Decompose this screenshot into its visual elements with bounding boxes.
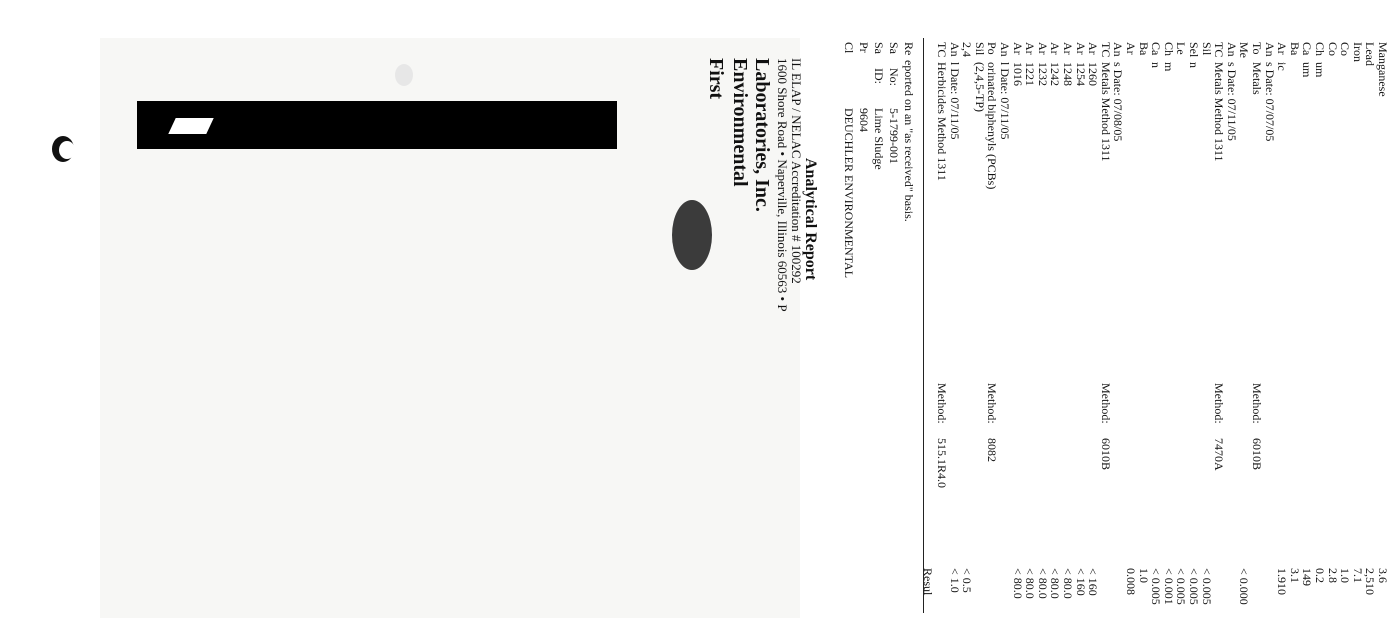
row-label: Ba: [1136, 42, 1151, 56]
row-title: Herbicides Method 1311: [935, 62, 949, 181]
row-label: Ar: [1124, 42, 1138, 55]
row-label: Ba: [1287, 42, 1302, 56]
project-label: Pr: [857, 42, 871, 53]
result-value: < 80.0: [1061, 568, 1075, 599]
result-value: 149: [1300, 568, 1315, 586]
result-value: 3.1: [1287, 568, 1302, 583]
row-label: TC: [935, 42, 949, 58]
report-title: Analytical Report: [802, 158, 819, 281]
row-title: s Date: 07/08/05: [1111, 62, 1126, 142]
accreditation: IL ELAP / NELAC Accreditation # 100292: [789, 58, 804, 284]
project-value: 9604: [857, 108, 871, 132]
method-value: 515.1R4.0: [935, 438, 949, 489]
sample-id-label: ID:: [872, 68, 886, 84]
row-title: 1248: [1061, 62, 1075, 86]
result-value: < 1.0: [947, 568, 962, 593]
row-label: To: [1250, 42, 1264, 55]
row-label: TC: [1212, 42, 1227, 58]
row-title: 1016: [1010, 62, 1025, 86]
row-label: Ch: [1161, 42, 1176, 57]
row-label: Le: [1174, 42, 1189, 55]
row-title: l Date: 07/11/05: [998, 62, 1012, 140]
row-label: An: [1111, 42, 1126, 57]
row-title: 1221: [1023, 62, 1038, 86]
redaction-bar-edge: [600, 101, 614, 149]
scan-margin: [0, 38, 100, 618]
punch-hole: [52, 136, 74, 162]
client-value: DEUCHLER ENVIRONMENTAL: [842, 108, 856, 279]
row-label: Ar: [1073, 42, 1088, 55]
results-header: Resul: [921, 568, 935, 596]
result-value: < 0.001: [1161, 568, 1176, 605]
basis-label: Re: [902, 42, 916, 56]
row-label: An: [998, 42, 1012, 57]
result-value: < 0.005: [1149, 568, 1164, 605]
row-title: 1254: [1073, 62, 1088, 86]
method-value: 6010B: [1098, 438, 1113, 471]
result-value: < 0.005: [1199, 568, 1214, 605]
company-name-line3: Laboratories, Inc.: [751, 58, 773, 212]
row-label: 2,4: [960, 42, 975, 57]
redaction-gap: [168, 118, 213, 134]
result-value: 0.008: [1124, 568, 1138, 595]
result-value: < 80.0: [1023, 568, 1038, 599]
row-label: Iron: [1350, 42, 1365, 62]
result-value: 7.1: [1350, 568, 1365, 583]
company-name: First: [705, 58, 727, 100]
row-title: (2,4,5-TP): [972, 62, 987, 112]
row-label: Ar: [1010, 42, 1025, 55]
row-label: Ar: [1048, 42, 1063, 55]
result-value: < 0.005: [1174, 568, 1189, 605]
row-title: n: [1187, 62, 1201, 68]
row-title: ic: [1275, 62, 1290, 71]
row-label: Co: [1325, 42, 1340, 57]
row-title: 1232: [1035, 62, 1050, 86]
method-value: 8082: [985, 438, 1000, 462]
row-title: um: [1313, 62, 1327, 78]
method-value: 7470A: [1212, 438, 1227, 471]
row-label: Sel: [1187, 42, 1201, 58]
method-value: 6010B: [1250, 438, 1264, 471]
result-value: 2.8: [1325, 568, 1340, 583]
sample-no-value: 5-1799-001: [887, 108, 901, 164]
method-label: Method:: [1098, 383, 1113, 424]
row-title: s Date: 07/11/05: [1224, 62, 1239, 141]
binder-hole: [395, 64, 413, 86]
method-label: Method:: [1212, 383, 1227, 424]
header-rule: [923, 38, 924, 613]
basis-value: eported on an "as received" basis.: [902, 60, 916, 222]
row-title: 1242: [1048, 62, 1063, 86]
row-title: orinated biphenyls (PCBs): [985, 62, 1000, 190]
result-value: < 160: [1086, 568, 1101, 596]
result-value: 1.0: [1338, 568, 1353, 583]
row-label: Sil: [972, 42, 987, 56]
method-label: Method:: [1250, 383, 1264, 424]
client-label: Cl: [842, 42, 856, 54]
row-label: Ar: [1061, 42, 1075, 55]
row-title: Metals Method 1311: [1212, 62, 1227, 162]
row-label: Sil: [1199, 42, 1214, 56]
sample-label: Sa: [872, 42, 886, 54]
scan-smudge: [672, 200, 712, 270]
row-title: l Date: 07/11/05: [947, 62, 962, 140]
row-title: Metals Method 1311: [1098, 62, 1113, 162]
result-value: < 80.0: [1035, 568, 1050, 599]
sample-no-tag: No:: [887, 68, 901, 86]
result-value: 2,510: [1363, 568, 1378, 595]
row-title: n: [1149, 62, 1164, 68]
row-label: Ar: [1086, 42, 1101, 55]
result-value: 1.0: [1136, 568, 1151, 583]
row-label: Po: [985, 42, 1000, 55]
row-label: Lead: [1363, 42, 1378, 66]
row-label: Ca: [1300, 42, 1315, 56]
company-name-line2: Environmental: [729, 58, 751, 187]
result-value: < 160: [1073, 568, 1088, 596]
row-label: An: [1224, 42, 1239, 57]
row-label: Ar: [1023, 42, 1038, 55]
method-label: Method:: [985, 383, 1000, 424]
row-label: Ca: [1149, 42, 1164, 56]
row-label: Me: [1237, 42, 1252, 58]
row-label: An: [1262, 42, 1277, 57]
company-address: 1600 Shore Road • Naperville, Illinois 60563 • P: [775, 58, 790, 312]
row-label: Manganese: [1376, 42, 1390, 97]
row-label: Ar: [1035, 42, 1050, 55]
result-value: < 80.0: [1010, 568, 1025, 599]
method-label: Method:: [935, 383, 949, 424]
result-value: < 0.5: [960, 568, 975, 593]
row-label: An: [947, 42, 962, 57]
sample-no-label: Sa: [887, 42, 901, 54]
result-value: 0.2: [1313, 568, 1327, 583]
result-value: < 80.0: [1048, 568, 1063, 599]
result-value: 1.910: [1275, 568, 1290, 595]
row-title: s Date: 07/07/05: [1262, 62, 1277, 142]
row-label: Ar: [1275, 42, 1290, 55]
row-title: 1260: [1086, 62, 1101, 86]
row-label: Co: [1338, 42, 1353, 57]
row-title: m: [1161, 62, 1176, 72]
row-label: TC: [1098, 42, 1113, 58]
result-value: < 0.005: [1187, 568, 1201, 605]
sample-value: Lime Sludge: [872, 108, 886, 170]
row-label: Ch: [1313, 42, 1327, 57]
row-title: um: [1300, 62, 1315, 78]
result-value: 3.6: [1376, 568, 1390, 583]
result-value: < 0.000: [1237, 568, 1252, 605]
row-title: Metals: [1250, 62, 1264, 95]
